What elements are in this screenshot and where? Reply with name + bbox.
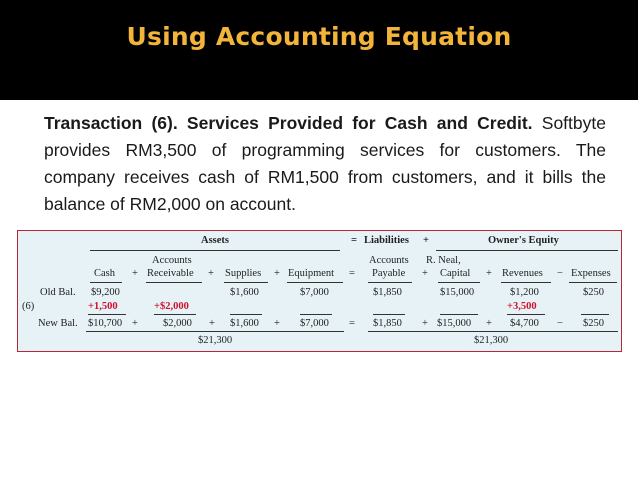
- sum-underline: [373, 314, 405, 315]
- header-plus: +: [423, 235, 429, 246]
- col-underline: [438, 282, 480, 283]
- assets-brace: [86, 331, 344, 332]
- header-equals: =: [351, 235, 357, 246]
- txn-cash: +1,500: [88, 301, 118, 312]
- col-ar-line1: Accounts: [152, 255, 192, 266]
- new-bal-ap: $1,850: [373, 318, 402, 329]
- op-plus: +: [486, 268, 492, 279]
- total-assets: $21,300: [198, 335, 233, 346]
- new-bal-label: New Bal.: [38, 318, 78, 329]
- op-minus: −: [557, 318, 563, 329]
- col-underline: [368, 282, 412, 283]
- col-ap-line1: Accounts: [369, 255, 409, 266]
- new-bal-capital: $15,000: [437, 318, 472, 329]
- sum-underline: [507, 314, 545, 315]
- old-bal-cash: $9,200: [91, 287, 120, 298]
- slide-title: Using Accounting Equation: [126, 22, 512, 51]
- sum-underline: [440, 314, 478, 315]
- sum-underline: [300, 314, 332, 315]
- old-bal-label: Old Bal.: [40, 287, 76, 298]
- equity-underline: [436, 250, 618, 251]
- col-ap-line2: Payable: [372, 268, 406, 279]
- op-plus: +: [132, 268, 138, 279]
- op-equals: =: [349, 268, 355, 279]
- total-liab-equity: $21,300: [474, 335, 509, 346]
- op-plus: +: [422, 318, 428, 329]
- assets-underline: [90, 250, 340, 251]
- op-plus: +: [274, 318, 280, 329]
- op-plus: +: [208, 268, 214, 279]
- op-minus: −: [557, 268, 563, 279]
- old-bal-equipment: $7,000: [300, 287, 329, 298]
- col-underline: [569, 282, 617, 283]
- col-expenses: Expenses: [571, 268, 611, 279]
- col-underline: [224, 282, 268, 283]
- old-bal-supplies: $1,600: [230, 287, 259, 298]
- txn-ar: +$2,000: [154, 301, 189, 312]
- old-bal-capital: $15,000: [440, 287, 475, 298]
- new-bal-cash: $10,700: [88, 318, 123, 329]
- col-underline: [90, 282, 122, 283]
- col-revenues: Revenues: [502, 268, 543, 279]
- transaction-heading: Transaction (6). Services Provided for Cash and Credit.: [44, 113, 533, 133]
- op-plus: +: [274, 268, 280, 279]
- old-bal-revenues: $1,200: [510, 287, 539, 298]
- col-capital-line1: R. Neal,: [426, 255, 461, 266]
- title-bar: [0, 0, 638, 100]
- col-supplies: Supplies: [225, 268, 262, 279]
- col-cash: Cash: [94, 268, 115, 279]
- col-equipment: Equipment: [288, 268, 335, 279]
- new-bal-equipment: $7,000: [300, 318, 329, 329]
- header-liabilities: Liabilities: [364, 235, 409, 246]
- col-underline: [287, 282, 343, 283]
- op-plus: +: [486, 318, 492, 329]
- sum-underline: [581, 314, 609, 315]
- op-equals: =: [349, 318, 355, 329]
- new-bal-expenses: $250: [583, 318, 604, 329]
- new-bal-revenues: $4,700: [510, 318, 539, 329]
- op-plus: +: [209, 318, 215, 329]
- new-bal-ar: $2,000: [163, 318, 192, 329]
- txn-label: (6): [22, 301, 35, 312]
- col-capital-line2: Capital: [440, 268, 471, 279]
- liab-equity-brace: [368, 331, 618, 332]
- op-plus: +: [132, 318, 138, 329]
- new-bal-supplies: $1,600: [230, 318, 259, 329]
- col-underline: [146, 282, 202, 283]
- old-bal-expenses: $250: [583, 287, 604, 298]
- op-plus: +: [422, 268, 428, 279]
- col-ar-line2: Receivable: [147, 268, 194, 279]
- transaction-description: [44, 110, 606, 218]
- accounting-equation-table: [17, 230, 622, 352]
- transaction-detail: Softbyte provides RM3,500 of programming services for customers. The company receives cash of RM1,500 from customers, and it bills the balance of RM2,000 on account.: [44, 113, 606, 214]
- sum-underline: [88, 314, 126, 315]
- sum-underline: [230, 314, 262, 315]
- txn-revenues: +3,500: [507, 301, 537, 312]
- header-owner-equity: Owner's Equity: [488, 235, 559, 246]
- header-assets: Assets: [201, 235, 229, 246]
- sum-underline: [154, 314, 196, 315]
- col-underline: [501, 282, 551, 283]
- old-bal-ap: $1,850: [373, 287, 402, 298]
